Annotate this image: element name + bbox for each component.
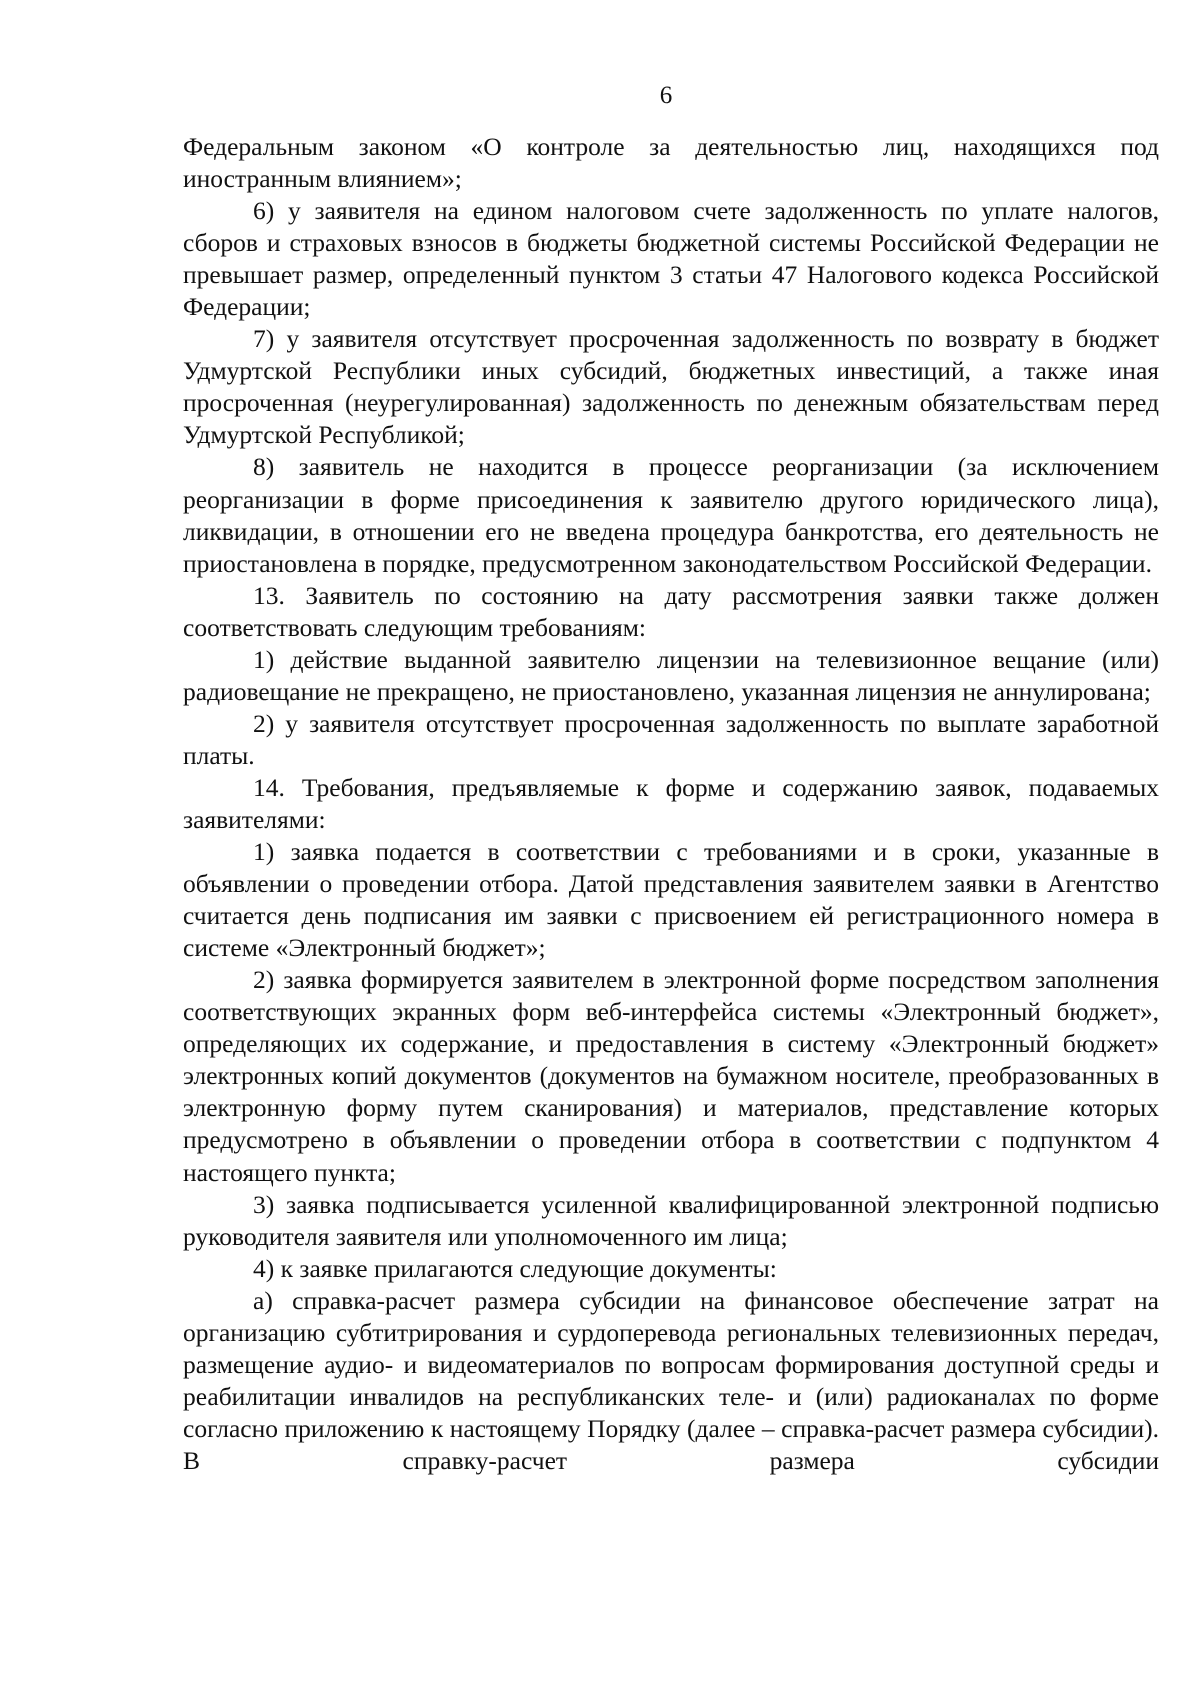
paragraph: 8) заявитель не находится в процессе реорганизации (за исключением реорганизации в форме присоединения к заявителю другого юридического лица), ликвидации, в отношении его не введена процедура банкротства, его деятельность не приостановлена в порядке, предусмотренном законодательством Российской Федерации. — [183, 452, 1159, 578]
paragraph: 3) заявка подписывается усиленной квалифицированной электронной подписью руководителя заявителя или уполномоченного им лица; — [183, 1189, 1159, 1251]
paragraph: 2) заявка формируется заявителем в электронной форме посредством заполнения соответствующих экранных форм веб-интерфейса системы «Электронный бюджет», определяющих их содержание, и предоставления в систему «Электронный бюджет» электронных копий документов (документов на бумажном носителе, преобразованных в электронную форму путем сканирования) и материалов, представление которых предусмотрено в объявлении о проведении отбора в соответствии с подпунктом 4 настоящего пункта; — [183, 965, 1159, 1187]
paragraph: Федеральным законом «О контроле за деятельностью лиц, находящихся под иностранным влиянием»; — [183, 132, 1159, 194]
paragraph: а) справка-расчет размера субсидии на финансовое обеспечение затрат на организацию субтитрирования и сурдоперевода региональных телевизионных передач, размещение аудио- и видеоматериалов по вопросам формирования доступной среды и реабилитации инвалидов на республиканских теле- и (или) радиоканалах по форме согласно приложению к настоящему Порядку (далее – справка-расчет размера субсидии). В справку-расчет размера субсидии — [183, 1285, 1159, 1475]
paragraph: 7) у заявителя отсутствует просроченная задолженность по возврату в бюджет Удмуртской Республики иных субсидий, бюджетных инвестиций, а также иная просроченная (неурегулированная) задолженность по денежным обязательствам перед Удмуртской Республикой; — [183, 324, 1159, 450]
paragraph: 2) у заявителя отсутствует просроченная задолженность по выплате заработной платы. — [183, 708, 1159, 770]
paragraph: 1) действие выданной заявителю лицензии на телевизионное вещание (или) радиовещание не прекращено, не приостановлено, указанная лицензия не аннулирована; — [183, 644, 1159, 706]
paragraph: 13. Заявитель по состоянию на дату рассмотрения заявки также должен соответствовать следующим требованиям: — [183, 580, 1159, 642]
document-body — [183, 131, 1159, 1477]
page-number: 6 — [659, 82, 673, 109]
paragraph: 14. Требования, предъявляемые к форме и содержанию заявок, подаваемых заявителями: — [183, 772, 1159, 834]
paragraph: 6) у заявителя на едином налоговом счете задолженность по уплате налогов, сборов и страховых взносов в бюджеты бюджетной системы Российской Федерации не превышает размер, определенный пунктом 3 статьи 47 Налогового кодекса Российской Федерации; — [183, 196, 1159, 322]
paragraph: 4) к заявке прилагаются следующие документы: — [253, 1253, 777, 1283]
paragraph: 1) заявка подается в соответствии с требованиями и в сроки, указанные в объявлении о проведении отбора. Датой представления заявителем заявки в Агентство считается день подписания им заявки с присвоением ей регистрационного номера в системе «Электронный бюджет»; — [183, 837, 1159, 963]
